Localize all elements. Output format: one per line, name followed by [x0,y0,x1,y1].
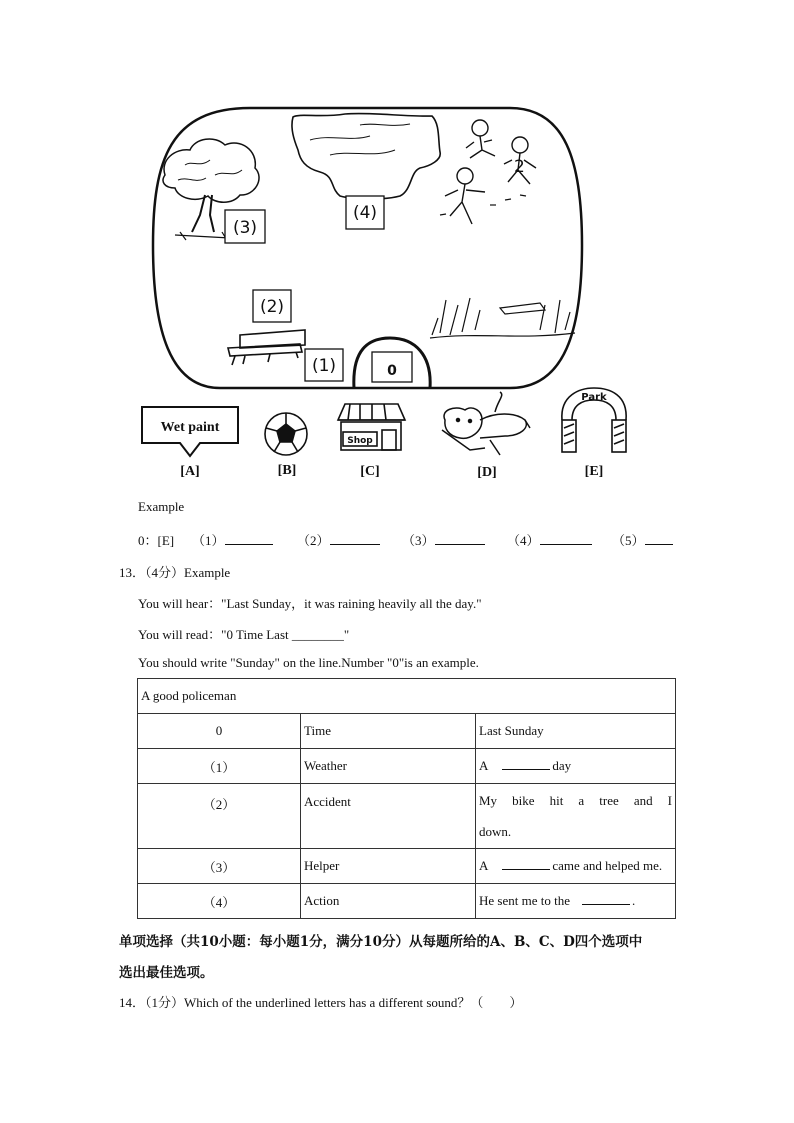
option-label-a: [A] [180,464,200,479]
table-title-row [138,679,676,714]
row-item: Time [301,714,476,749]
section-instruction-line2: 选出最佳选项。 [119,965,214,981]
option-label-c: [C] [360,464,380,479]
svg-text:0: 0 [387,363,397,379]
row-detail[interactable]: A day [476,749,676,784]
row-detail[interactable]: A came and helped me. [476,849,676,884]
svg-text:(2): (2) [259,297,285,317]
svg-text:Wet paint: Wet paint [160,420,220,435]
wet-paint-sign-icon [142,407,238,456]
position-box-3 [225,210,265,243]
svg-text:Park: Park [581,392,607,403]
answer-example: 0：[E] [138,533,175,548]
q13-write: You should write "Sunday" on the line.Number "0"is an example. [138,655,479,670]
answer-item-3[interactable]: （3） [402,530,485,549]
q13-read: You will read："0 Time Last ________" [138,627,350,642]
shop-icon [338,404,405,450]
row-number: （4） [138,884,301,919]
option-label-b: [B] [277,463,297,478]
svg-text:(3): (3) [232,218,258,238]
bench-icon [228,330,305,365]
row-number: 0 [138,714,301,749]
example-heading: Example [138,499,185,514]
svg-text:Shop: Shop [347,436,373,446]
row-item: Helper [301,849,476,884]
svg-text:(1): (1) [311,356,337,376]
table-title: A good policeman [138,679,676,714]
option-label-e: [E] [584,464,604,479]
table-row [138,714,676,749]
table-row [138,849,676,884]
football-icon [265,413,307,455]
option-label-d: [D] [477,465,497,480]
table-row [138,784,676,849]
svg-text:(4): (4) [352,203,378,223]
park-gate-icon [562,388,626,452]
answer-item-1[interactable]: （1） [192,530,273,549]
position-box-0 [372,352,412,382]
section-instruction-line1: 单项选择（共10小题：每小题1分，满分10分）从每题所给的A、B、C、D四个选项中 [119,934,643,950]
answer-item-4[interactable]: （4） [507,530,592,549]
position-box-1 [305,349,343,381]
row-number: （1） [138,749,301,784]
answer-item-2[interactable]: （2） [297,530,380,549]
listening-picture [0,0,794,500]
row-detail: Last Sunday [476,714,676,749]
q13-hear: You will hear："Last Sunday，it was raining heavily all the day." [138,596,482,611]
position-box-2 [253,290,291,322]
q13-header: 13．（4分）Example [119,565,231,580]
grass-icon [430,298,575,338]
table-row [138,884,676,919]
lake-icon [292,114,440,199]
row-detail[interactable]: He sent me to the . [476,884,676,919]
row-number: （2） [138,784,301,849]
row-item: Weather [301,749,476,784]
position-box-4 [346,196,384,229]
row-item: Accident [301,784,476,849]
table-row [138,749,676,784]
row-item: Action [301,884,476,919]
digit-two-label: 2 [514,157,525,177]
info-table [137,678,676,919]
row-number: （3） [138,849,301,884]
row-detail: My bike hit a tree and I down. [476,784,676,849]
q14-question: 14．（1分）Which of the underlined letters has a different sound？（ ） [119,995,523,1010]
answer-item-5[interactable]: （5） [612,530,673,549]
dog-icon [442,392,530,455]
